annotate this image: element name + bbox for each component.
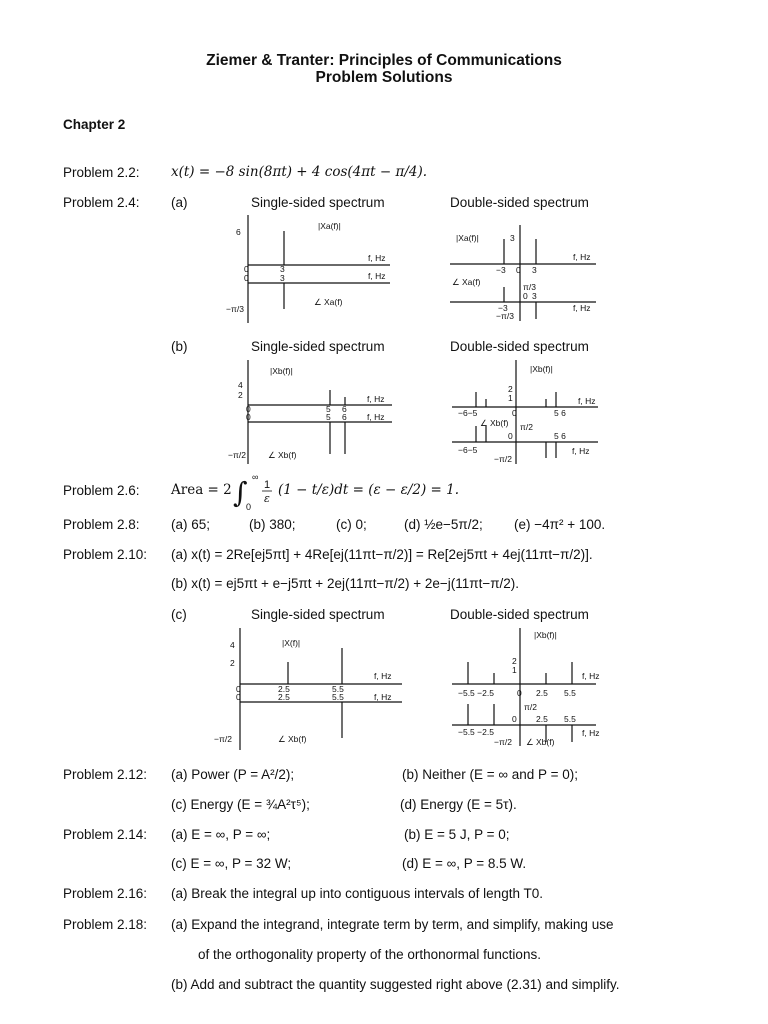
chapter-heading: Chapter 2 [63,117,126,132]
svg-text:3: 3 [280,264,285,274]
svg-text:∠ Xa(f): ∠ Xa(f) [452,277,481,287]
problem-2-10-b: (b) x(t) = ej5πt + e−j5πt + 2ej(11πt−π/2) + 2e−j(11πt−π/2). [171,576,520,591]
svg-text:f, Hz: f, Hz [368,253,386,263]
svg-text:−π/2: −π/2 [494,737,512,747]
svg-text:f, Hz: f, Hz [573,303,591,313]
svg-text:f, Hz: f, Hz [582,728,600,738]
heading-double-a: Double-sided spectrum [450,195,589,210]
heading-double-b: Double-sided spectrum [450,339,589,354]
problem-2-14-b: (b) E = 5 J, P = 0; [404,827,510,842]
svg-text:3: 3 [510,233,515,243]
figure-2-10c-single [212,628,412,753]
figure-2-4a-single [220,215,400,325]
svg-text:|Xb(f)|: |Xb(f)| [534,630,557,640]
figure-2-4a-double [448,225,608,325]
figure-2-10c-double [448,628,618,753]
figure-2-4b-double [450,360,610,470]
svg-text:5.5: 5.5 [332,692,344,702]
problem-2-14-c: (c) E = ∞, P = 32 W; [171,856,292,871]
problem-2-14-label: Problem 2.14: [63,827,148,842]
problem-2-8-e: (e) −4π² + 100. [514,517,606,532]
svg-text:ε: ε [264,492,270,505]
problem-2-8-b: (b) 380; [249,517,296,532]
svg-text:∠ Xa(f): ∠ Xa(f) [314,297,343,307]
heading-double-c: Double-sided spectrum [450,607,589,622]
svg-text:f, Hz: f, Hz [572,446,590,456]
problem-2-16-label: Problem 2.16: [63,886,148,901]
svg-text:f, Hz: f, Hz [374,692,392,702]
document-subtitle: Problem Solutions [315,69,453,86]
svg-text:∫: ∫ [233,476,248,509]
svg-text:3: 3 [532,265,537,275]
svg-text:4: 4 [238,380,243,390]
svg-text:π/2: π/2 [520,422,533,432]
svg-text:0: 0 [512,408,517,418]
svg-text:∠ Xb(f): ∠ Xb(f) [480,418,509,428]
svg-text:−3: −3 [498,303,508,313]
svg-text:0: 0 [246,404,251,414]
svg-text:∠ Xb(f): ∠ Xb(f) [278,734,307,744]
svg-text:−π/2: −π/2 [214,734,232,744]
svg-text:5 6: 5 6 [554,408,566,418]
svg-text:6: 6 [236,227,241,237]
svg-text:∠ Xb(f): ∠ Xb(f) [268,450,297,460]
svg-text:0: 0 [508,431,513,441]
problem-2-18-a-line2: of the orthogonality property of the orthonormal functions. [198,947,541,962]
problem-2-10-a: (a) x(t) = 2Re[ej5πt] + 4Re[ej(11πt−π/2)] = Re[2ej5πt + 4ej(11πt−π/2)]. [171,547,593,562]
svg-text:6: 6 [342,412,347,422]
svg-text:f, Hz: f, Hz [374,671,392,681]
svg-text:−π/3: −π/3 [226,304,244,314]
svg-text:−6−5: −6−5 [458,445,478,455]
svg-text:3: 3 [280,273,285,283]
problem-2-12-b: (b) Neither (E = ∞ and P = 0); [402,767,578,782]
problem-2-6-label: Problem 2.6: [63,483,140,498]
svg-text:0: 0 [523,291,528,301]
svg-text:4: 4 [230,640,235,650]
document-title: Ziemer & Tranter: Principles of Communications [206,52,562,69]
svg-text:0: 0 [236,684,241,694]
problem-2-2-answer: x(t) = −8 sin(8πt) + 4 cos(4πt − π/4). [171,164,428,180]
problem-2-18-label: Problem 2.18: [63,917,148,932]
svg-text:5: 5 [326,412,331,422]
problem-2-14-a: (a) E = ∞, P = ∞; [171,827,271,842]
svg-text:|Xa(f)|: |Xa(f)| [456,233,479,243]
problem-2-4-part-a: (a) [171,195,188,210]
svg-text:f, Hz: f, Hz [573,252,591,262]
svg-text:|X(f)|: |X(f)| [282,638,301,648]
problem-2-12-a: (a) Power (P = A²/2); [171,767,295,782]
svg-text:1: 1 [264,479,271,491]
svg-text:|Xa(f)|: |Xa(f)| [318,221,341,231]
svg-text:6: 6 [342,404,347,414]
svg-text:f, Hz: f, Hz [368,271,386,281]
problem-2-12-c: (c) Energy (E = ¾A²τ⁵); [171,797,310,812]
problem-2-4-part-b: (b) [171,339,188,354]
svg-text:3: 3 [532,291,537,301]
problem-2-14-d: (d) E = ∞, P = 8.5 W. [402,856,527,871]
svg-text:5 6: 5 6 [554,431,566,441]
svg-text:5.5: 5.5 [564,714,576,724]
svg-text:0: 0 [517,688,522,698]
problem-2-12-d: (d) Energy (E = 5τ). [400,797,517,812]
heading-single-c: Single-sided spectrum [251,607,385,622]
svg-text:−5.5 −2.5: −5.5 −2.5 [458,727,494,737]
svg-text:0: 0 [244,273,249,283]
figure-2-4b-single [222,360,402,470]
svg-text:2: 2 [238,390,243,400]
svg-text:f, Hz: f, Hz [578,396,596,406]
svg-text:−3: −3 [496,265,506,275]
problem-2-8-c: (c) 0; [336,517,367,532]
svg-text:−5.5 −2.5: −5.5 −2.5 [458,688,494,698]
problem-2-6-lhs: Area = 2 [171,482,232,498]
svg-text:∞: ∞ [252,472,259,482]
svg-text:1: 1 [512,665,517,675]
svg-text:∠ Xb(f): ∠ Xb(f) [526,737,555,747]
svg-text:2.5: 2.5 [278,684,290,694]
svg-text:f, Hz: f, Hz [367,412,385,422]
svg-text:|Xb(f)|: |Xb(f)| [530,364,553,374]
svg-text:|Xb(f)|: |Xb(f)| [270,366,293,376]
problem-2-16-a: (a) Break the integral up into contiguous intervals of length T0. [171,886,543,901]
problem-2-18-a-line1: (a) Expand the integrand, integrate term by term, and simplify, making use [171,917,614,932]
svg-text:5.5: 5.5 [332,684,344,694]
svg-text:5.5: 5.5 [564,688,576,698]
heading-single-b: Single-sided spectrum [251,339,385,354]
svg-text:0: 0 [244,264,249,274]
heading-single-a: Single-sided spectrum [251,195,385,210]
problem-2-10-label: Problem 2.10: [63,547,148,562]
svg-text:0: 0 [246,502,252,512]
problem-2-2-label: Problem 2.2: [63,165,140,180]
svg-text:2: 2 [230,658,235,668]
problem-2-12-label: Problem 2.12: [63,767,148,782]
integral-sign [230,470,278,512]
svg-text:0: 0 [246,412,251,422]
svg-text:5: 5 [326,404,331,414]
svg-text:0: 0 [236,692,241,702]
svg-text:0: 0 [512,714,517,724]
svg-text:f, Hz: f, Hz [582,671,600,681]
problem-2-8-a: (a) 65; [171,517,211,532]
svg-text:−6−5: −6−5 [458,408,478,418]
svg-text:π/2: π/2 [524,702,537,712]
problem-2-6-rhs: (1 − t/ε)dt = (ε − ε/2) = 1. [278,482,460,498]
svg-text:−π/2: −π/2 [494,454,512,464]
problem-2-10-part-c: (c) [171,607,187,622]
svg-text:0: 0 [516,265,521,275]
svg-text:1: 1 [508,393,513,403]
problem-2-8-label: Problem 2.8: [63,517,140,532]
svg-text:π/3: π/3 [523,282,536,292]
svg-text:2.5: 2.5 [278,692,290,702]
svg-text:2: 2 [508,384,513,394]
svg-text:−π/3: −π/3 [496,311,514,321]
svg-text:2.5: 2.5 [536,688,548,698]
svg-text:2: 2 [512,656,517,666]
svg-text:2.5: 2.5 [536,714,548,724]
problem-2-4-label: Problem 2.4: [63,195,140,210]
svg-text:f, Hz: f, Hz [367,394,385,404]
svg-text:−π/2: −π/2 [228,450,246,460]
problem-2-18-b: (b) Add and subtract the quantity suggested right above (2.31) and simplify. [171,977,620,992]
problem-2-8-d: (d) ½e−5π/2; [404,517,483,532]
